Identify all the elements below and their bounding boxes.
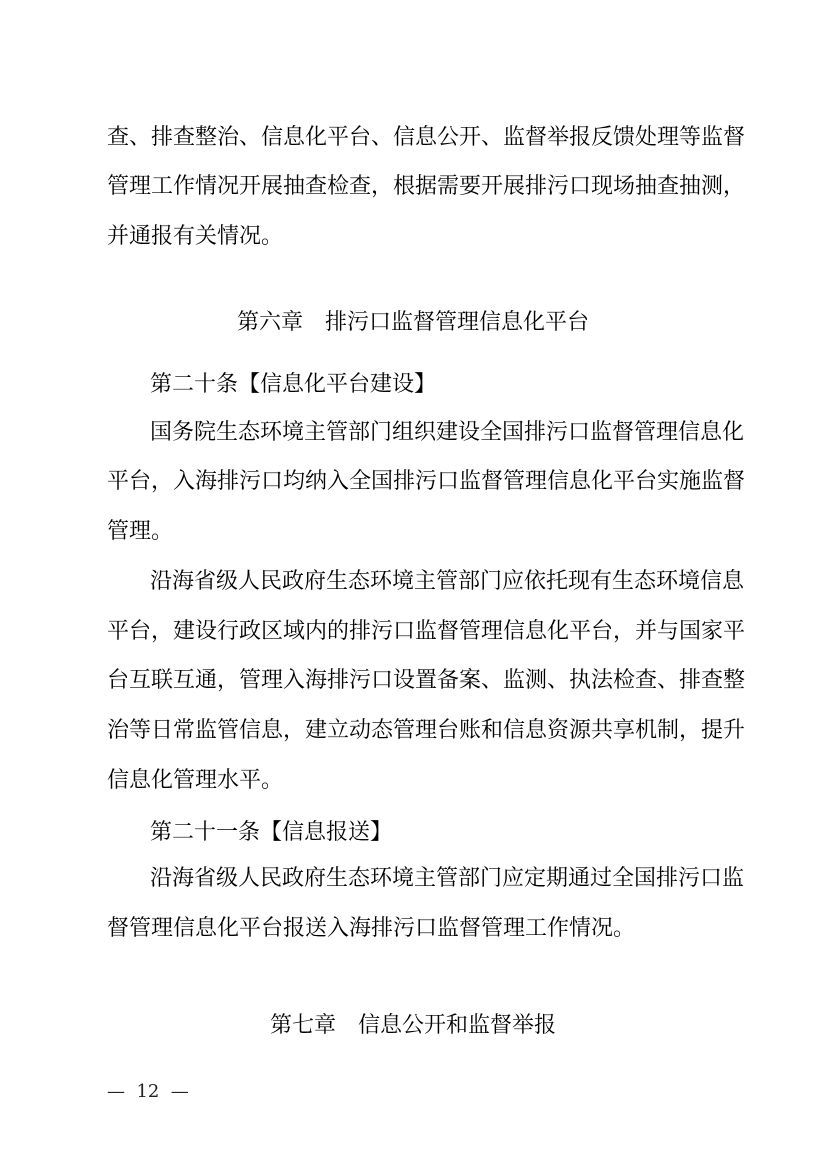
paragraph-line: 管理工作情况开展抽查检查，根据需要开展排污口现场抽查抽测， — [107, 174, 746, 199]
paragraph-line: 治等日常监管信息，建立动态管理台账和信息资源共享机制，提升 — [107, 718, 746, 743]
paragraph-line: 国务院生态环境主管部门组织建设全国排污口监督管理信息化 — [150, 420, 745, 445]
article-heading: 第二十条【信息化平台建设】 — [150, 372, 437, 397]
paragraph-line: 并通报有关情况。 — [107, 224, 284, 249]
chapter-heading: 第六章 排污口监督管理信息化平台 — [236, 310, 589, 335]
paragraph-line: 沿海省级人民政府生态环境主管部门应依托现有生态环境信息 — [150, 569, 745, 594]
paragraph-line: 平台，建设行政区域内的排污口监督管理信息化平台，并与国家平 — [107, 619, 746, 644]
paragraph-line: 查、排查整治、信息化平台、信息公开、监督举报反馈处理等监督 — [107, 125, 746, 150]
page-number: — 12 — — [107, 1081, 189, 1102]
paragraph-line: 信息化管理水平。 — [107, 768, 284, 793]
paragraph-line: 沿海省级人民政府生态环境主管部门应定期通过全国排污口监 — [150, 866, 745, 891]
paragraph-line: 平台，入海排污口均纳入全国排污口监督管理信息化平台实施监督 — [107, 469, 746, 494]
chapter-heading: 第七章 信息公开和监督举报 — [269, 1013, 556, 1038]
paragraph-line: 台互联互通，管理入海排污口设置备案、监测、执法检查、排查整 — [107, 668, 746, 693]
paragraph-line: 督管理信息化平台报送入海排污口监督管理工作情况。 — [107, 916, 636, 941]
article-heading: 第二十一条【信息报送】 — [150, 820, 393, 845]
paragraph-line: 管理。 — [107, 519, 174, 544]
